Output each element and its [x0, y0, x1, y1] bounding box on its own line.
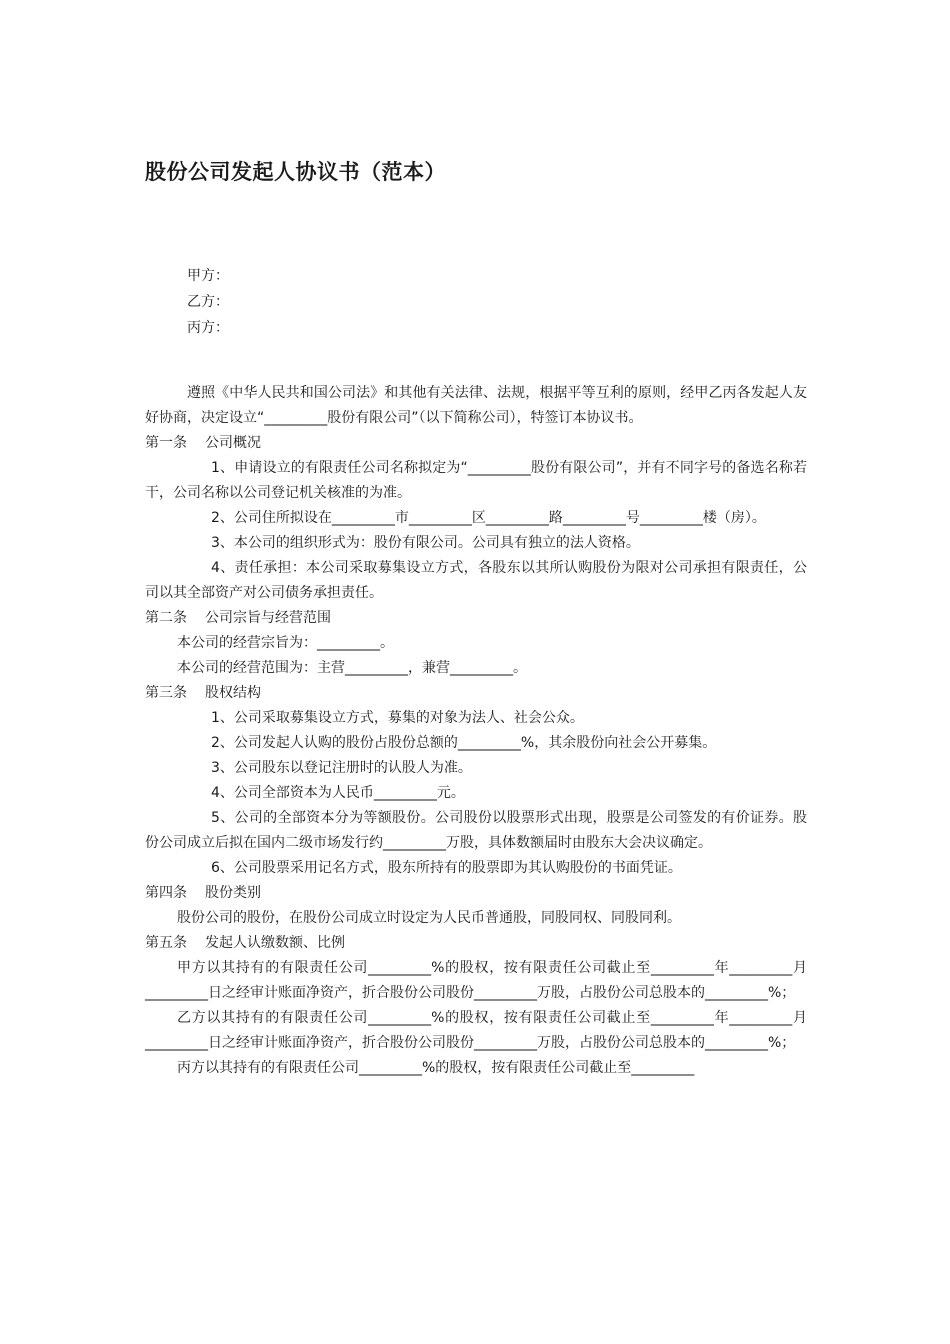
- article-2-heading: [145, 606, 807, 631]
- article-5-item-3: 丙方以其持有的有限责任公司_________%的股权，按有限责任公司截止至_________: [177, 1060, 695, 1076]
- article-title: 公司宗旨与经营范围: [205, 610, 331, 626]
- article-1-item-3: 3、本公司的组织形式为：股份有限公司。公司具有独立的法人资格。: [211, 535, 640, 551]
- article-number: 第三条: [145, 685, 187, 701]
- article-3-heading: [145, 681, 807, 706]
- article-number: 第五条: [145, 935, 187, 951]
- article-1-item-1: 1、申请设立的有限责任公司名称拟定为“_________股份有限公司”，并有不同字号的备选名称若干，公司名称以公司登记机关核准的为准。: [145, 460, 807, 501]
- article-3-item-3: 3、公司股东以登记注册时的认股人为准。: [211, 760, 472, 776]
- article-2-item-2: 本公司的经营范围为：主营_________，兼营_________。: [177, 660, 527, 676]
- intro-paragraph: 遵照《中华人民共和国公司法》和其他有关法律、法规，根据平等互利的原则，经甲乙丙各发起人友好协商，决定设立“_________股份有限公司”（以下简称公司），特签订本协议书。: [145, 385, 807, 426]
- article-1-heading: [145, 431, 807, 456]
- article-5-item-1: 甲方以其持有的有限责任公司_________%的股权，按有限责任公司截止至_________年_________月_________日之经审计账面净资产，折合股份公司股份_________万股，占股份公司总股本的_________%；: [145, 960, 807, 1001]
- article-2-item-1: 本公司的经营宗旨为：_________。: [177, 635, 394, 651]
- party-b: 乙方：: [187, 294, 229, 310]
- article-5-item-2: 乙方以其持有的有限责任公司_________%的股权，按有限责任公司截止至_________年_________月_________日之经审计账面净资产，折合股份公司股份_________万股，占股份公司总股本的_________%；: [145, 1010, 807, 1051]
- article-5-heading: [145, 931, 807, 956]
- article-title: 股份类别: [205, 885, 261, 901]
- article-title: 股权结构: [205, 685, 261, 701]
- article-3-item-2: 2、公司发起人认购的股份占股份总额的_________%，其余股份向社会公开募集。: [211, 735, 717, 751]
- article-3-item-4: 4、公司全部资本为人民币_________元。: [211, 785, 465, 801]
- article-4-heading: [145, 881, 807, 906]
- party-a: 甲方：: [187, 268, 229, 284]
- article-3-item-6: 6、公司股票采用记名方式，股东所持有的股票即为其认购股份的书面凭证。: [211, 860, 682, 876]
- party-c: 丙方：: [187, 320, 229, 336]
- page-title: 股份公司发起人协议书（范本）: [145, 160, 446, 184]
- article-1-item-2: 2、公司住所拟设在_________市_________区_________路_________号_________楼（房）。: [211, 510, 766, 526]
- article-title: 发起人认缴数额、比例: [205, 935, 345, 951]
- article-1-item-4: 4、责任承担：本公司采取募集设立方式，各股东以其所认购股份为限对公司承担有限责任，公司以其全部资产对公司债务承担责任。: [145, 560, 807, 601]
- article-title: 公司概况: [205, 435, 261, 451]
- article-number: 第四条: [145, 885, 187, 901]
- document-body: [145, 381, 807, 1081]
- article-number: 第二条: [145, 610, 187, 626]
- article-3-item-1: 1、公司采取募集设立方式，募集的对象为法人、社会公众。: [211, 710, 584, 726]
- parties-block: [187, 263, 229, 341]
- article-4-item-1: 股份公司的股份，在股份公司成立时设定为人民币普通股，同股同权、同股同利。: [177, 910, 681, 926]
- article-number: 第一条: [145, 435, 187, 451]
- article-3-item-5: 5、公司的全部资本分为等额股份。公司股份以股票形式出现，股票是公司签发的有价证券。股份公司成立后拟在国内二级市场发行约_________万股，具体数额届时由股东大会决议确定。: [145, 810, 807, 851]
